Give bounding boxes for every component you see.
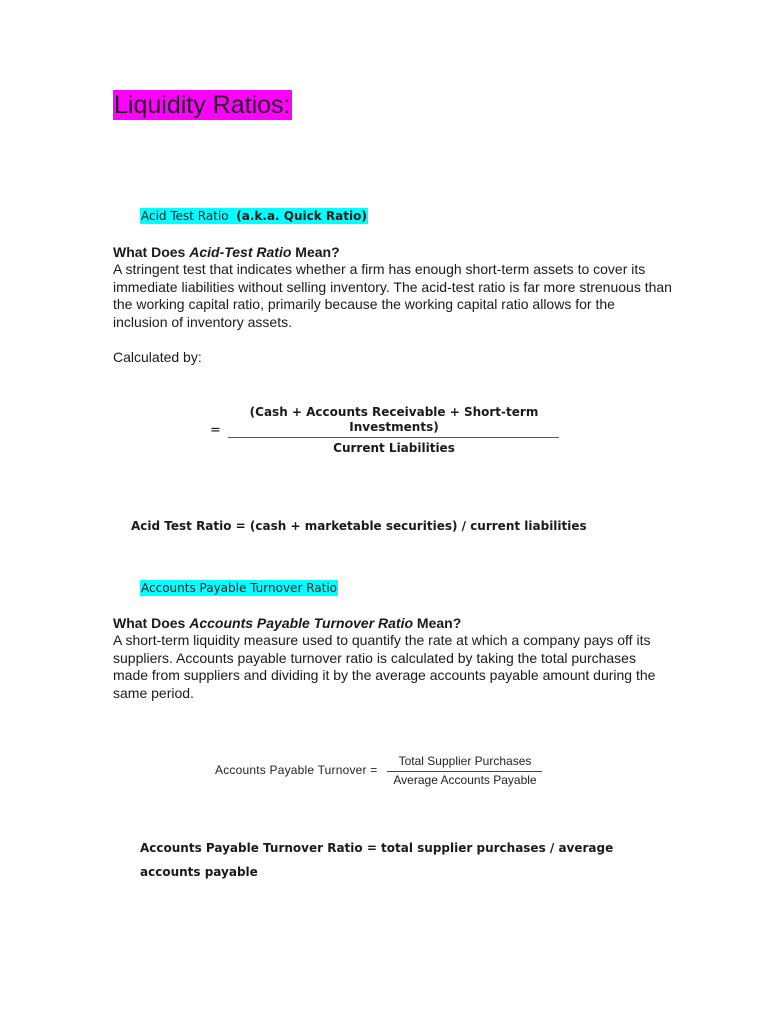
ap-turnover-lhs: Accounts Payable Turnover = xyxy=(215,763,378,777)
fraction-bar xyxy=(228,437,559,438)
acid-test-numerator: (Cash + Accounts Receivable + Short-term Investments) xyxy=(249,405,539,434)
calculated-by-label: Calculated by: xyxy=(113,349,202,365)
fraction-bar xyxy=(387,771,542,772)
heading-term: Acid-Test Ratio xyxy=(189,244,292,260)
acid-test-denominator: Current Liabilities xyxy=(333,441,455,455)
heading-suffix: Mean? xyxy=(413,615,462,631)
ap-turnover-numerator: Total Supplier Purchases xyxy=(398,754,532,768)
page-title: Liquidity Ratios: xyxy=(114,91,291,119)
equals-sign: = xyxy=(210,423,221,438)
heading-prefix: What Does xyxy=(113,615,190,631)
ap-turnover-formula: Accounts Payable Turnover Ratio = total supplier purchases / average accounts payable xyxy=(140,841,614,879)
heading-term: Accounts Payable Turnover Ratio xyxy=(189,615,414,631)
acid-test-aka: (a.k.a. Quick Ratio) xyxy=(236,209,367,223)
acid-test-highlight xyxy=(140,208,368,224)
ap-turnover-denominator: Average Accounts Payable xyxy=(393,773,537,787)
heading-prefix: What Does xyxy=(113,244,190,260)
ap-turnover-description: A short-term liquidity measure used to quantify the rate at which a company pays off its suppliers. Accounts payable turnover ratio is calculated by taking the total purchases made from suppliers and dividing it by the average accounts payable amount during the same period. xyxy=(113,632,656,701)
heading-suffix: Mean? xyxy=(291,244,340,260)
ap-turnover-highlight: Accounts Payable Turnover Ratio xyxy=(141,581,337,595)
acid-test-name: Acid Test Ratio xyxy=(141,209,229,223)
acid-test-description: A stringent test that indicates whether a firm has enough short-term assets to cover its immediate liabilities without selling inventory. The acid-test ratio is far more strenuous than the working capital ratio, primarily because the working capital ratio allows for the inclusion of inventory assets. xyxy=(113,261,672,330)
acid-test-heading xyxy=(113,244,340,261)
ap-turnover-heading xyxy=(113,615,461,632)
acid-test-formula: Acid Test Ratio = (cash + marketable securities) / current liabilities xyxy=(131,519,587,533)
